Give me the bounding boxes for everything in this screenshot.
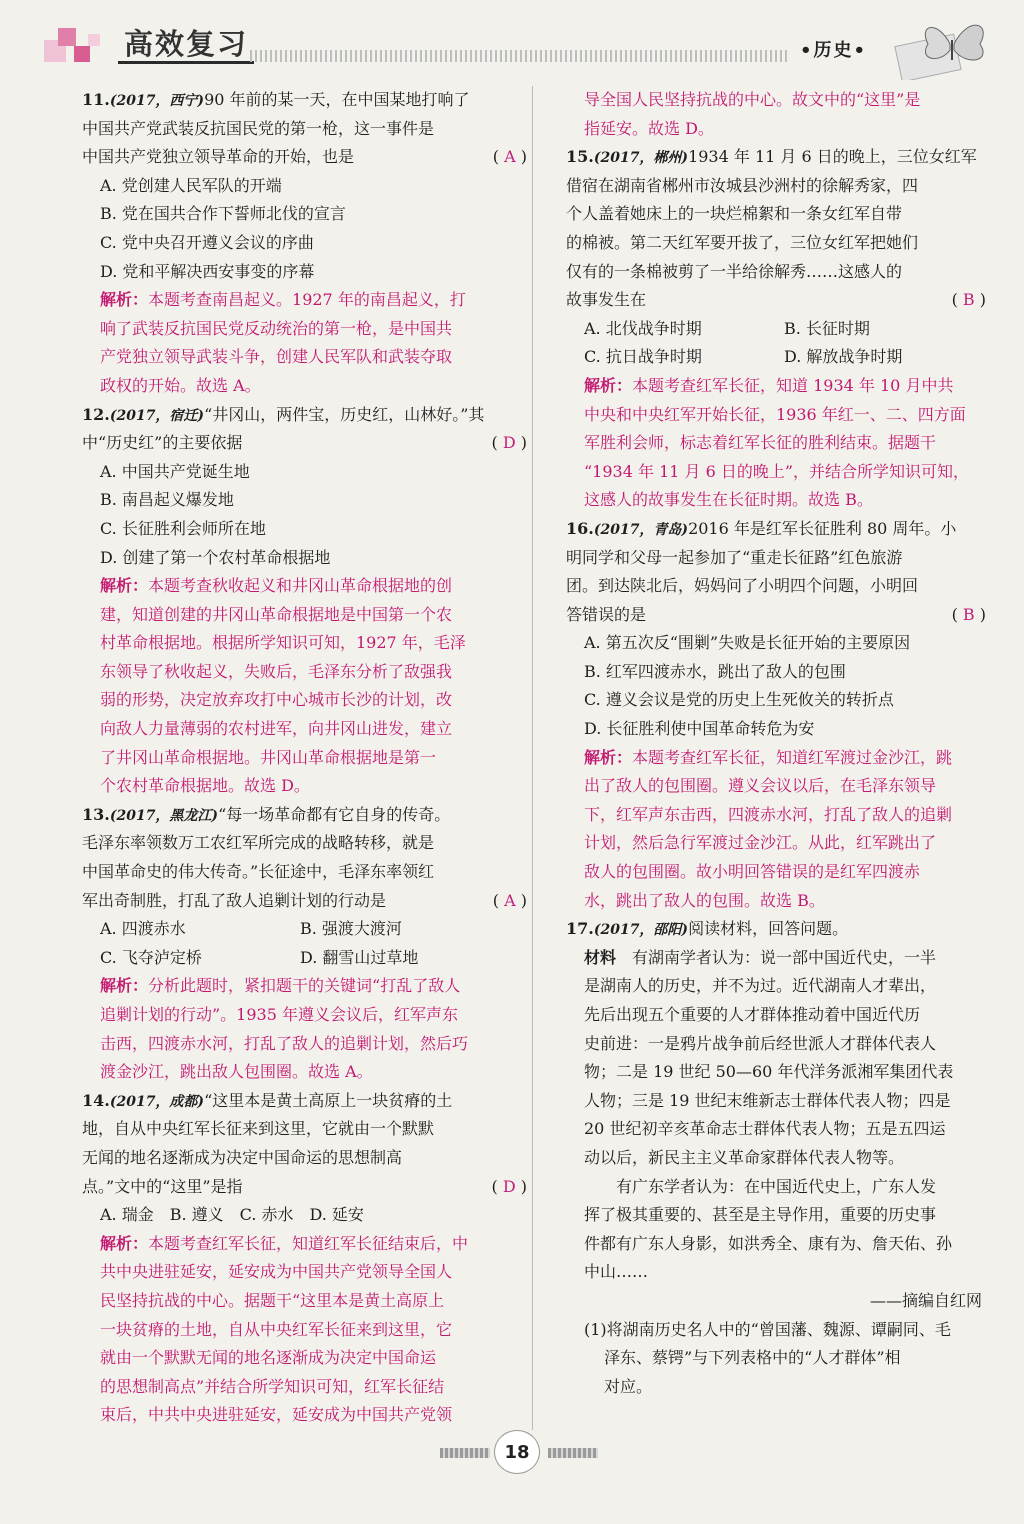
header-dotted-line: [250, 50, 790, 62]
question-line: [82, 143, 527, 172]
answer-letter: B: [962, 604, 975, 624]
page-number: 18: [494, 1430, 540, 1474]
analysis-line: [82, 1401, 527, 1430]
question-source: (2017，青岛): [593, 521, 689, 538]
deco-square: [58, 28, 76, 46]
analysis-line: [82, 1058, 527, 1087]
option: A. 中国共产党诞生地: [100, 461, 250, 481]
question-line: [566, 229, 986, 258]
question-16: [566, 515, 986, 915]
question-text: 1934 年 11 月 6 日的晚上，三位女红军: [688, 147, 977, 167]
question-text: “这里本是黄土高原上一块贫瘠的土: [204, 1090, 453, 1110]
answer-bracket: [493, 143, 527, 172]
analysis-text: 水，跳出了敌人的包围。故选 B。: [584, 890, 825, 910]
question-line: [82, 858, 527, 887]
option: A. 第五次反“围剿”失败是长征开始的主要原因: [584, 633, 911, 653]
option-row: [566, 343, 986, 372]
question-text: 个人盖着她床上的一块烂棉絮和一条女红军自带: [566, 204, 903, 224]
question-source: (2017，黑龙江): [109, 807, 219, 824]
question-source: (2017，邵阳): [593, 922, 689, 939]
option: C. 遵义会议是党的历史上生死攸关的转折点: [584, 690, 894, 710]
question-line: [82, 1173, 527, 1202]
option: D. 解放战争时期: [784, 347, 903, 367]
analysis-line: [82, 1001, 527, 1030]
question-line: [566, 200, 986, 229]
analysis-line: [82, 601, 527, 630]
material-line: 件都有广东人身影，如洪秀全、康有为、詹天佑、孙: [584, 1233, 953, 1253]
question-source: (2017，西宁): [109, 93, 205, 109]
analysis-text: 民坚持抗战的中心。据题干“这里本是黄土高原上: [100, 1290, 445, 1310]
analysis-line: [566, 486, 986, 515]
analysis-label: 解析：: [584, 375, 633, 395]
analysis-line: [566, 458, 986, 487]
analysis-text: 政权的开始。故选 A。: [100, 375, 261, 395]
question-line: [82, 801, 527, 830]
deco-square: [88, 34, 100, 46]
analysis-text: 一块贫瘠的土地，自从中央红军长征来到这里，它: [100, 1319, 453, 1339]
bracket-close: ): [974, 604, 986, 624]
bracket-open: (: [492, 890, 505, 910]
question-source: (2017，宿迁): [109, 407, 205, 424]
analysis-block: [82, 1230, 527, 1430]
analysis-text: 就由一个默默无闻的地名逐渐成为决定中国命运: [100, 1348, 437, 1368]
question-text: 阅读材料，回答问题。: [688, 919, 849, 939]
question-line: [566, 515, 986, 544]
question-number: 17.: [566, 919, 594, 939]
material-text: 人物；三是 19 世纪末维新志士群体代表人物；四是: [584, 1090, 951, 1110]
analysis-line: [82, 1030, 527, 1059]
option: D. 党和平解决西安事变的序幕: [100, 261, 315, 281]
material-line: [566, 1030, 986, 1059]
analysis-text: 导全国人民坚持抗战的中心。故文中的“这里”是: [584, 90, 921, 109]
question-text: 军出奇制胜，打乱了敌人追剿计划的行动是: [82, 890, 387, 910]
bracket-open: (: [491, 1176, 503, 1196]
analysis-line: [566, 372, 986, 401]
question-line: [566, 258, 986, 287]
question-text: 90 年前的某一天，在中国某地打响了: [204, 90, 470, 109]
material-block: [566, 944, 986, 1316]
option: C. 党中央召开遵义会议的序曲: [100, 232, 314, 252]
analysis-line: [566, 744, 986, 773]
analysis-text: “1934 年 11 月 6 日的晚上”，并结合所学知识可知，: [584, 461, 970, 481]
question-line: [82, 1087, 527, 1116]
analysis-line: [566, 429, 986, 458]
bracket-close: ): [515, 433, 527, 453]
analysis-block: [82, 572, 527, 801]
answer-bracket: [952, 601, 986, 630]
material-text: 先后出现五个重要的人才群体推动着中国近代历: [584, 1005, 921, 1024]
analysis-line: [566, 401, 986, 430]
option: C. 飞夺泸定桥: [100, 947, 202, 967]
analysis-label: 解析：: [100, 976, 149, 996]
sub-question-line: 泽东、蔡锷”与下列表格中的“人才群体”相: [604, 1348, 901, 1368]
analysis-line: [82, 1258, 527, 1287]
question-text: 地，自从中央红军长征来到这里，它就由一个默默: [82, 1119, 435, 1139]
sub-question-line: 对应。: [604, 1376, 653, 1396]
material-line: 挥了极其重要的、甚至是主导作用，重要的历史事: [584, 1205, 937, 1225]
analysis-line: [82, 1287, 527, 1316]
bracket-open: (: [492, 147, 505, 167]
analysis-text: 出了敌人的包围圈。遵义会议以后，在毛泽东领导: [584, 776, 937, 796]
question-text: “井冈山，两件宝，历史红，山林好。”其: [204, 404, 485, 424]
answer-letter: A: [504, 890, 516, 910]
material-text: 20 世纪初辛亥革命志士群体代表人物；五是五四运: [584, 1119, 946, 1139]
analysis-line: [566, 86, 986, 115]
analysis-text: 指延安。故选 D。: [584, 118, 714, 138]
question-text: 2016 年是红军长征胜利 80 周年。小: [688, 518, 957, 538]
analysis-text: 建，知道创建的井冈山革命根据地是中国第一个农: [100, 604, 453, 624]
question-number: 14.: [82, 1090, 110, 1110]
question-12: [82, 401, 527, 801]
column-divider: [532, 86, 533, 1430]
analysis-line: [82, 1316, 527, 1345]
bracket-close: ): [515, 147, 527, 167]
analysis-text: 计划，然后急行军渡过金沙江。从此，红军跳出了: [584, 833, 937, 853]
answer-letter: D: [502, 433, 516, 453]
question-line: [566, 286, 986, 315]
analysis-label: 解析：: [100, 576, 149, 596]
question-text: 的棉被。第二天红军要开拔了，三位女红军把她们: [566, 232, 919, 252]
question-line: [82, 1144, 527, 1173]
analysis-line: [566, 115, 986, 144]
question-text: 答错误的是: [566, 604, 647, 624]
sub-question-line: (1)将湖南历史名人中的“曾国藩、魏源、谭嗣同、毛: [584, 1319, 951, 1339]
option: B. 长征时期: [784, 318, 870, 338]
analysis-line: [82, 286, 527, 315]
question-line: [566, 915, 986, 944]
question-text: 中“历史红”的主要依据: [82, 433, 243, 453]
material-label: 材料: [584, 947, 617, 967]
option: B. 南昌起义爆发地: [100, 490, 234, 510]
analysis-line: [82, 686, 527, 715]
question-line: [82, 429, 527, 458]
material-line: [566, 1087, 986, 1116]
analysis-line: [566, 801, 986, 830]
bracket-close: ): [974, 290, 986, 310]
analysis-line: [82, 772, 527, 801]
analysis-line: [82, 1373, 527, 1402]
material-line: 中山……: [584, 1262, 649, 1282]
question-text: 中国共产党武装反抗国民党的第一枪，这一事件是: [82, 118, 435, 138]
analysis-line: [82, 1230, 527, 1259]
analysis-line: [82, 972, 527, 1001]
question-text: 仅有的一条棉被剪了一半给徐解秀……这感人的: [566, 261, 903, 281]
analysis-block: [82, 972, 527, 1086]
material-text: 有湖南学者认为：说一部中国近代史，一半: [616, 947, 937, 967]
page-header: [0, 0, 1024, 80]
question-text: 中国共产党独立领导革命的开始，也是: [82, 147, 355, 167]
analysis-text: 本题考查红军长征，知道红军长征结束后，中: [148, 1233, 469, 1253]
analysis-text: 本题考查红军长征，知道 1934 年 10 月中共: [632, 375, 954, 395]
answer-bracket: [492, 1173, 527, 1202]
question-text: 明同学和父母一起参加了“重走长征路”红色旅游: [566, 547, 903, 567]
material-line: [566, 1115, 986, 1144]
material-line: [566, 1144, 986, 1173]
analysis-text: 束后，中共中央进驻延安，延安成为中国共产党领: [100, 1405, 453, 1425]
question-text: 团。到达陕北后，妈妈问了小明四个问题，小明回: [566, 576, 919, 596]
analysis-text: 共中央进驻延安，延安成为中国共产党领导全国人: [100, 1262, 453, 1282]
header-subject: •历史•: [800, 40, 868, 61]
question-text: 借宿在湖南省郴州市汝城县沙洲村的徐解秀家，四: [566, 175, 919, 195]
footer-bar-left: [440, 1448, 490, 1458]
option: B. 党在国共合作下誓师北伐的宣言: [100, 204, 346, 224]
analysis-text: 东领导了秋收起义，失败后，毛泽东分析了敌强我: [100, 661, 453, 681]
question-line: [566, 601, 986, 630]
question-line: [82, 887, 527, 916]
analysis-text: 的思想制高点”并结合所学知识可知，红军长征结: [100, 1376, 445, 1396]
option: D. 翻雪山过草地: [300, 947, 419, 967]
analysis-text: 村革命根据地。根据所学知识可知，1927 年，毛泽: [100, 633, 466, 653]
analysis-line: [82, 372, 527, 401]
analysis-text: 这感人的故事发生在长征时期。故选 B。: [584, 490, 873, 510]
question-13: [82, 801, 527, 1087]
right-column: [566, 86, 986, 1401]
analysis-line: [82, 315, 527, 344]
question-line: [82, 401, 527, 430]
analysis-line: [82, 343, 527, 372]
bracket-close: ): [515, 890, 527, 910]
material-line: [566, 1058, 986, 1087]
analysis-line: [82, 658, 527, 687]
question-text: 中国革命史的伟大传奇。”长征途中，毛泽东率领红: [82, 862, 435, 882]
answer-letter: B: [962, 290, 975, 310]
answer-bracket: [493, 887, 527, 916]
question-line: [566, 172, 986, 201]
header-decoration-squares: [44, 24, 124, 70]
analysis-block: [82, 286, 527, 400]
question-number: 12.: [82, 404, 110, 424]
analysis-text: 下，红军声东击西，四渡赤水河，打乱了敌人的追剿: [584, 804, 953, 824]
question-number: 13.: [82, 804, 110, 824]
option: B. 强渡大渡河: [300, 919, 402, 939]
question-14: [82, 1087, 527, 1430]
analysis-text: 渡金沙江，跳出敌人包围圈。故选 A。: [100, 1062, 373, 1082]
option: B. 红军四渡赤水，跳出了敌人的包围: [584, 661, 846, 681]
analysis-line: [566, 887, 986, 916]
option-row: [566, 315, 986, 344]
analysis-text: 弱的形势，决定放弃攻打中心城市长沙的计划，改: [100, 690, 453, 710]
analysis-line: [82, 744, 527, 773]
material-text: 物；二是 19 世纪 50—60 年代洋务派湘军集团代表: [584, 1062, 954, 1082]
option: D. 创建了第一个农村革命根据地: [100, 547, 331, 567]
analysis-line: [566, 858, 986, 887]
question-text: 故事发生在: [566, 290, 647, 310]
material-text: 史前进：一是鸦片战争前后经世派人才群体代表人: [584, 1033, 937, 1053]
question-15: [566, 143, 986, 515]
answer-letter: A: [504, 147, 516, 167]
analysis-text: 中央和中央红军开始长征，1936 年红一、二、四方面: [584, 404, 966, 424]
analysis-text: 响了武装反抗国民党反动统治的第一枪，是中国共: [100, 318, 453, 338]
analysis-text: 敌人的包围圈。故小明回答错误的是红军四渡赤: [584, 862, 921, 882]
footer-bar-right: [548, 1448, 598, 1458]
bracket-open: (: [951, 604, 963, 624]
answer-bracket: [952, 286, 986, 315]
deco-square: [74, 46, 90, 62]
material-text: 动以后，新民主主义革命家群体代表人物等。: [584, 1147, 905, 1167]
analysis-text: 本题考查秋收起义和井冈山革命根据地的创: [148, 576, 453, 596]
question-text: 无闻的地名逐渐成为决定中国命运的思想制高: [82, 1147, 403, 1167]
option: A. 党创建人民军队的开端: [100, 175, 282, 195]
question-line: [566, 143, 986, 172]
question-text: 点。”文中的“这里”是指: [82, 1176, 243, 1196]
bracket-open: (: [491, 433, 503, 453]
analysis-block: [566, 372, 986, 515]
analysis-label: 解析：: [100, 1233, 149, 1253]
analysis-text: 个农村革命根据地。故选 D。: [100, 776, 310, 796]
analysis-text: 向敌人力量薄弱的农村进军，向井冈山进发，建立: [100, 719, 453, 739]
question-text: 毛泽东率领数万工农红军所完成的战略转移，就是: [82, 833, 435, 853]
material-source: ——摘编自红网: [869, 1290, 982, 1310]
question-source: (2017，成都): [109, 1093, 205, 1110]
question-line: [82, 829, 527, 858]
question-line: [82, 115, 527, 144]
option: D. 长征胜利使中国革命转危为安: [584, 719, 815, 739]
answer-bracket: [492, 429, 527, 458]
question-11: [82, 86, 527, 401]
analysis-label: 解析：: [584, 747, 633, 767]
question-line: [566, 544, 986, 573]
option: A. 北伐战争时期: [584, 318, 702, 338]
analysis-line: [566, 829, 986, 858]
analysis-line: [566, 772, 986, 801]
analysis-line: [82, 572, 527, 601]
question-17: [566, 915, 986, 1401]
page-footer: [0, 1430, 1024, 1474]
option: A. 四渡赤水: [100, 919, 186, 939]
question-line: [82, 86, 527, 115]
analysis-line: [82, 629, 527, 658]
analysis-text: 击西，四渡赤水河，打乱了敌人的追剿计划，然后巧: [100, 1033, 469, 1053]
header-title: 高效复习: [118, 24, 254, 64]
analysis-block: [566, 744, 986, 916]
analysis-text: 产党独立领导武装斗争，创建人民军队和武装夺取: [100, 347, 453, 367]
analysis-text: 军胜利会师，标志着红军长征的胜利结束。据题干: [584, 433, 937, 453]
material-line: [566, 972, 986, 1001]
analysis-text: 了井冈山革命根据地。井冈山革命根据地是第一: [100, 747, 437, 767]
analysis-continuation: [566, 86, 986, 143]
question-line: [566, 572, 986, 601]
option-row: [82, 944, 527, 973]
option-row: A. 瑞金 B. 遵义 C. 赤水 D. 延安: [100, 1205, 364, 1225]
material-line: [566, 944, 986, 973]
option: C. 抗日战争时期: [584, 347, 702, 367]
question-source: (2017，郴州): [593, 150, 689, 167]
analysis-text: 追剿计划的行动”。1935 年遵义会议后，红军声东: [100, 1005, 458, 1024]
question-number: 15.: [566, 147, 594, 167]
analysis-label: 解析：: [100, 290, 149, 310]
analysis-line: [82, 715, 527, 744]
analysis-text: 本题考查南昌起义。1927 年的南昌起义，打: [148, 290, 466, 310]
option: C. 长征胜利会师所在地: [100, 518, 266, 538]
option-row: [82, 915, 527, 944]
material-line: [566, 1001, 986, 1030]
analysis-line: [82, 1344, 527, 1373]
analysis-text: 分析此题时，紧扣题干的关键词“打乱了敌人: [148, 976, 461, 996]
question-line: [82, 1115, 527, 1144]
material-text: 是湖南人的历史，并不为过。近代湖南人才辈出，: [584, 976, 937, 996]
material-line: 有广东学者认为：在中国近代史上，广东人发: [584, 1176, 937, 1196]
answer-letter: D: [502, 1176, 516, 1196]
question-number: 16.: [566, 518, 594, 538]
question-text: “每一场革命都有它自身的传奇。: [218, 804, 451, 824]
question-number: 11.: [82, 90, 110, 109]
butterfly-icon: [888, 10, 998, 80]
left-column: [82, 86, 527, 1430]
bracket-open: (: [951, 290, 963, 310]
analysis-text: 本题考查红军长征，知道红军渡过金沙江，跳: [632, 747, 953, 767]
bracket-close: ): [515, 1176, 527, 1196]
